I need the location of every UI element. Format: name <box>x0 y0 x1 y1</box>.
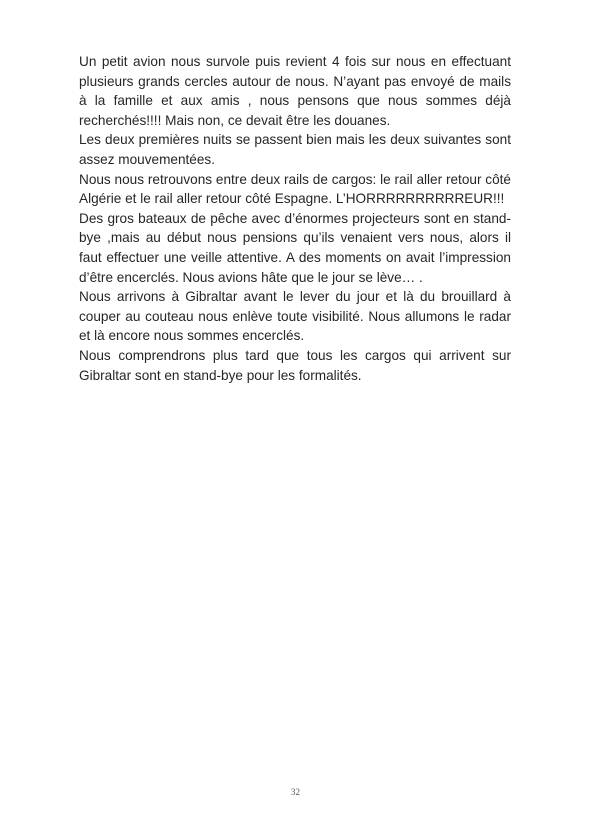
paragraph: Nous comprendrons plus tard que tous les cargos qui arrivent sur Gibraltar sont en stand-bye pour les formalités. <box>79 347 511 383</box>
paragraph: Nous nous retrouvons entre deux rails de cargos: le rail aller retour côté Algérie et le rail aller retour côté Espagne. L’HORRRRRRRRRREUR!!! <box>79 171 511 207</box>
paragraph: Un petit avion nous survole puis revient 4 fois sur nous en effectuant plusieurs grands cercles autour de nous. N’ayant pas envoyé de mails à la famille et aux amis , nous pensons que nous sommes déjà recherchés!!!! Mais non, ce devait être les douanes. <box>79 54 511 128</box>
paragraph: Les deux premières nuits se passent bien mais les deux suivantes sont assez mouvementées. <box>79 132 511 167</box>
paragraph: Des gros bateaux de pêche avec d’énormes projecteurs sont en stand-bye ,mais au début nous pensions qu’ils venaient vers nous, alors il faut effectuer une veille attentive. A des moments on avait l’impression d’être encerclés. Nous avions hâte que le jour se lève… . <box>79 210 511 285</box>
body-text <box>79 52 511 385</box>
paragraph: Nous arrivons à Gibraltar avant le lever du jour et là du brouillard à couper au couteau nous enlève toute visibilité. Nous allumons le radar et là encore nous sommes encerclés. <box>79 289 511 344</box>
page-number: 32 <box>291 787 300 797</box>
